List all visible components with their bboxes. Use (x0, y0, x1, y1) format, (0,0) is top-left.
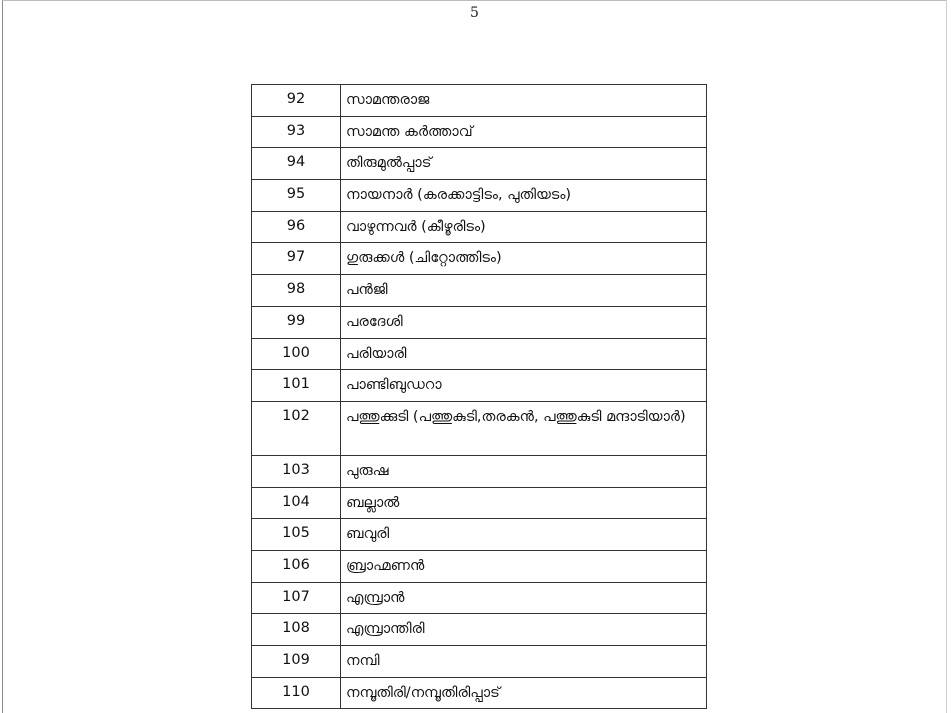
serial-number-cell: 95 (252, 180, 341, 212)
caste-name-cell: സാമന്തരാജ (341, 85, 707, 117)
serial-number-cell: 102 (252, 401, 341, 455)
caste-name-cell: ഗുരുക്കൾ (ചിറ്റോത്തിടം) (341, 243, 707, 275)
caste-name-cell: ബവുരി (341, 519, 707, 551)
caste-name-cell: പൻജി (341, 275, 707, 307)
serial-number-cell: 105 (252, 519, 341, 551)
serial-number-cell: 108 (252, 614, 341, 646)
page-number: 5 (470, 5, 479, 21)
serial-number-cell: 104 (252, 487, 341, 519)
caste-list-table (251, 84, 707, 709)
caste-name-cell: പത്തുക്കുടി (പത്തുകുടി,തരകൻ, പത്തുകുടി മന്ദാടിയാർ) (341, 401, 707, 455)
caste-name-cell: സാമന്ത കർത്താവ് (341, 116, 707, 148)
caste-name-cell: വാഴുന്നവർ (കീഴൂരിടം) (341, 211, 707, 243)
table-row (252, 455, 707, 487)
table-row (252, 519, 707, 551)
table-row (252, 85, 707, 117)
serial-number-cell: 92 (252, 85, 341, 117)
caste-name-cell: പരദേശി (341, 306, 707, 338)
caste-name-cell: നമ്പി (341, 646, 707, 678)
serial-number-cell: 109 (252, 646, 341, 678)
serial-number-cell: 98 (252, 275, 341, 307)
serial-number-cell: 93 (252, 116, 341, 148)
table-row (252, 116, 707, 148)
serial-number-cell: 100 (252, 338, 341, 370)
table-row (252, 550, 707, 582)
caste-name-cell: എമ്പ്രാന്തിരി (341, 614, 707, 646)
serial-number-cell: 110 (252, 677, 341, 709)
table-row (252, 401, 707, 455)
table-row (252, 180, 707, 212)
table-row (252, 306, 707, 338)
table-row (252, 677, 707, 709)
caste-name-cell: പാണ്ടിബുഡറാ (341, 370, 707, 402)
table-row (252, 275, 707, 307)
caste-name-cell: നമ്പൂതിരി/നമ്പൂതിരിപ്പാട് (341, 677, 707, 709)
serial-number-cell: 103 (252, 455, 341, 487)
table-row (252, 243, 707, 275)
table-row (252, 646, 707, 678)
serial-number-cell: 97 (252, 243, 341, 275)
caste-name-cell: തിരുമുൽപ്പാട് (341, 148, 707, 180)
caste-name-cell: ബ്രാഹ്മണൻ (341, 550, 707, 582)
serial-number-cell: 106 (252, 550, 341, 582)
table-row (252, 148, 707, 180)
table-row (252, 370, 707, 402)
serial-number-cell: 99 (252, 306, 341, 338)
table-row (252, 338, 707, 370)
table-row (252, 211, 707, 243)
table-row (252, 582, 707, 614)
table-row (252, 614, 707, 646)
table-row (252, 487, 707, 519)
serial-number-cell: 96 (252, 211, 341, 243)
serial-number-cell: 107 (252, 582, 341, 614)
serial-number-cell: 94 (252, 148, 341, 180)
caste-name-cell: ബല്ലാൽ (341, 487, 707, 519)
document-page (2, 0, 947, 713)
caste-name-cell: എമ്പ്രാൻ (341, 582, 707, 614)
caste-name-cell: പുരുഷ (341, 455, 707, 487)
caste-name-cell: പരിയാരി (341, 338, 707, 370)
serial-number-cell: 101 (252, 370, 341, 402)
caste-name-cell: നായനാർ (കരക്കാട്ടിടം, പുതിയടം) (341, 180, 707, 212)
